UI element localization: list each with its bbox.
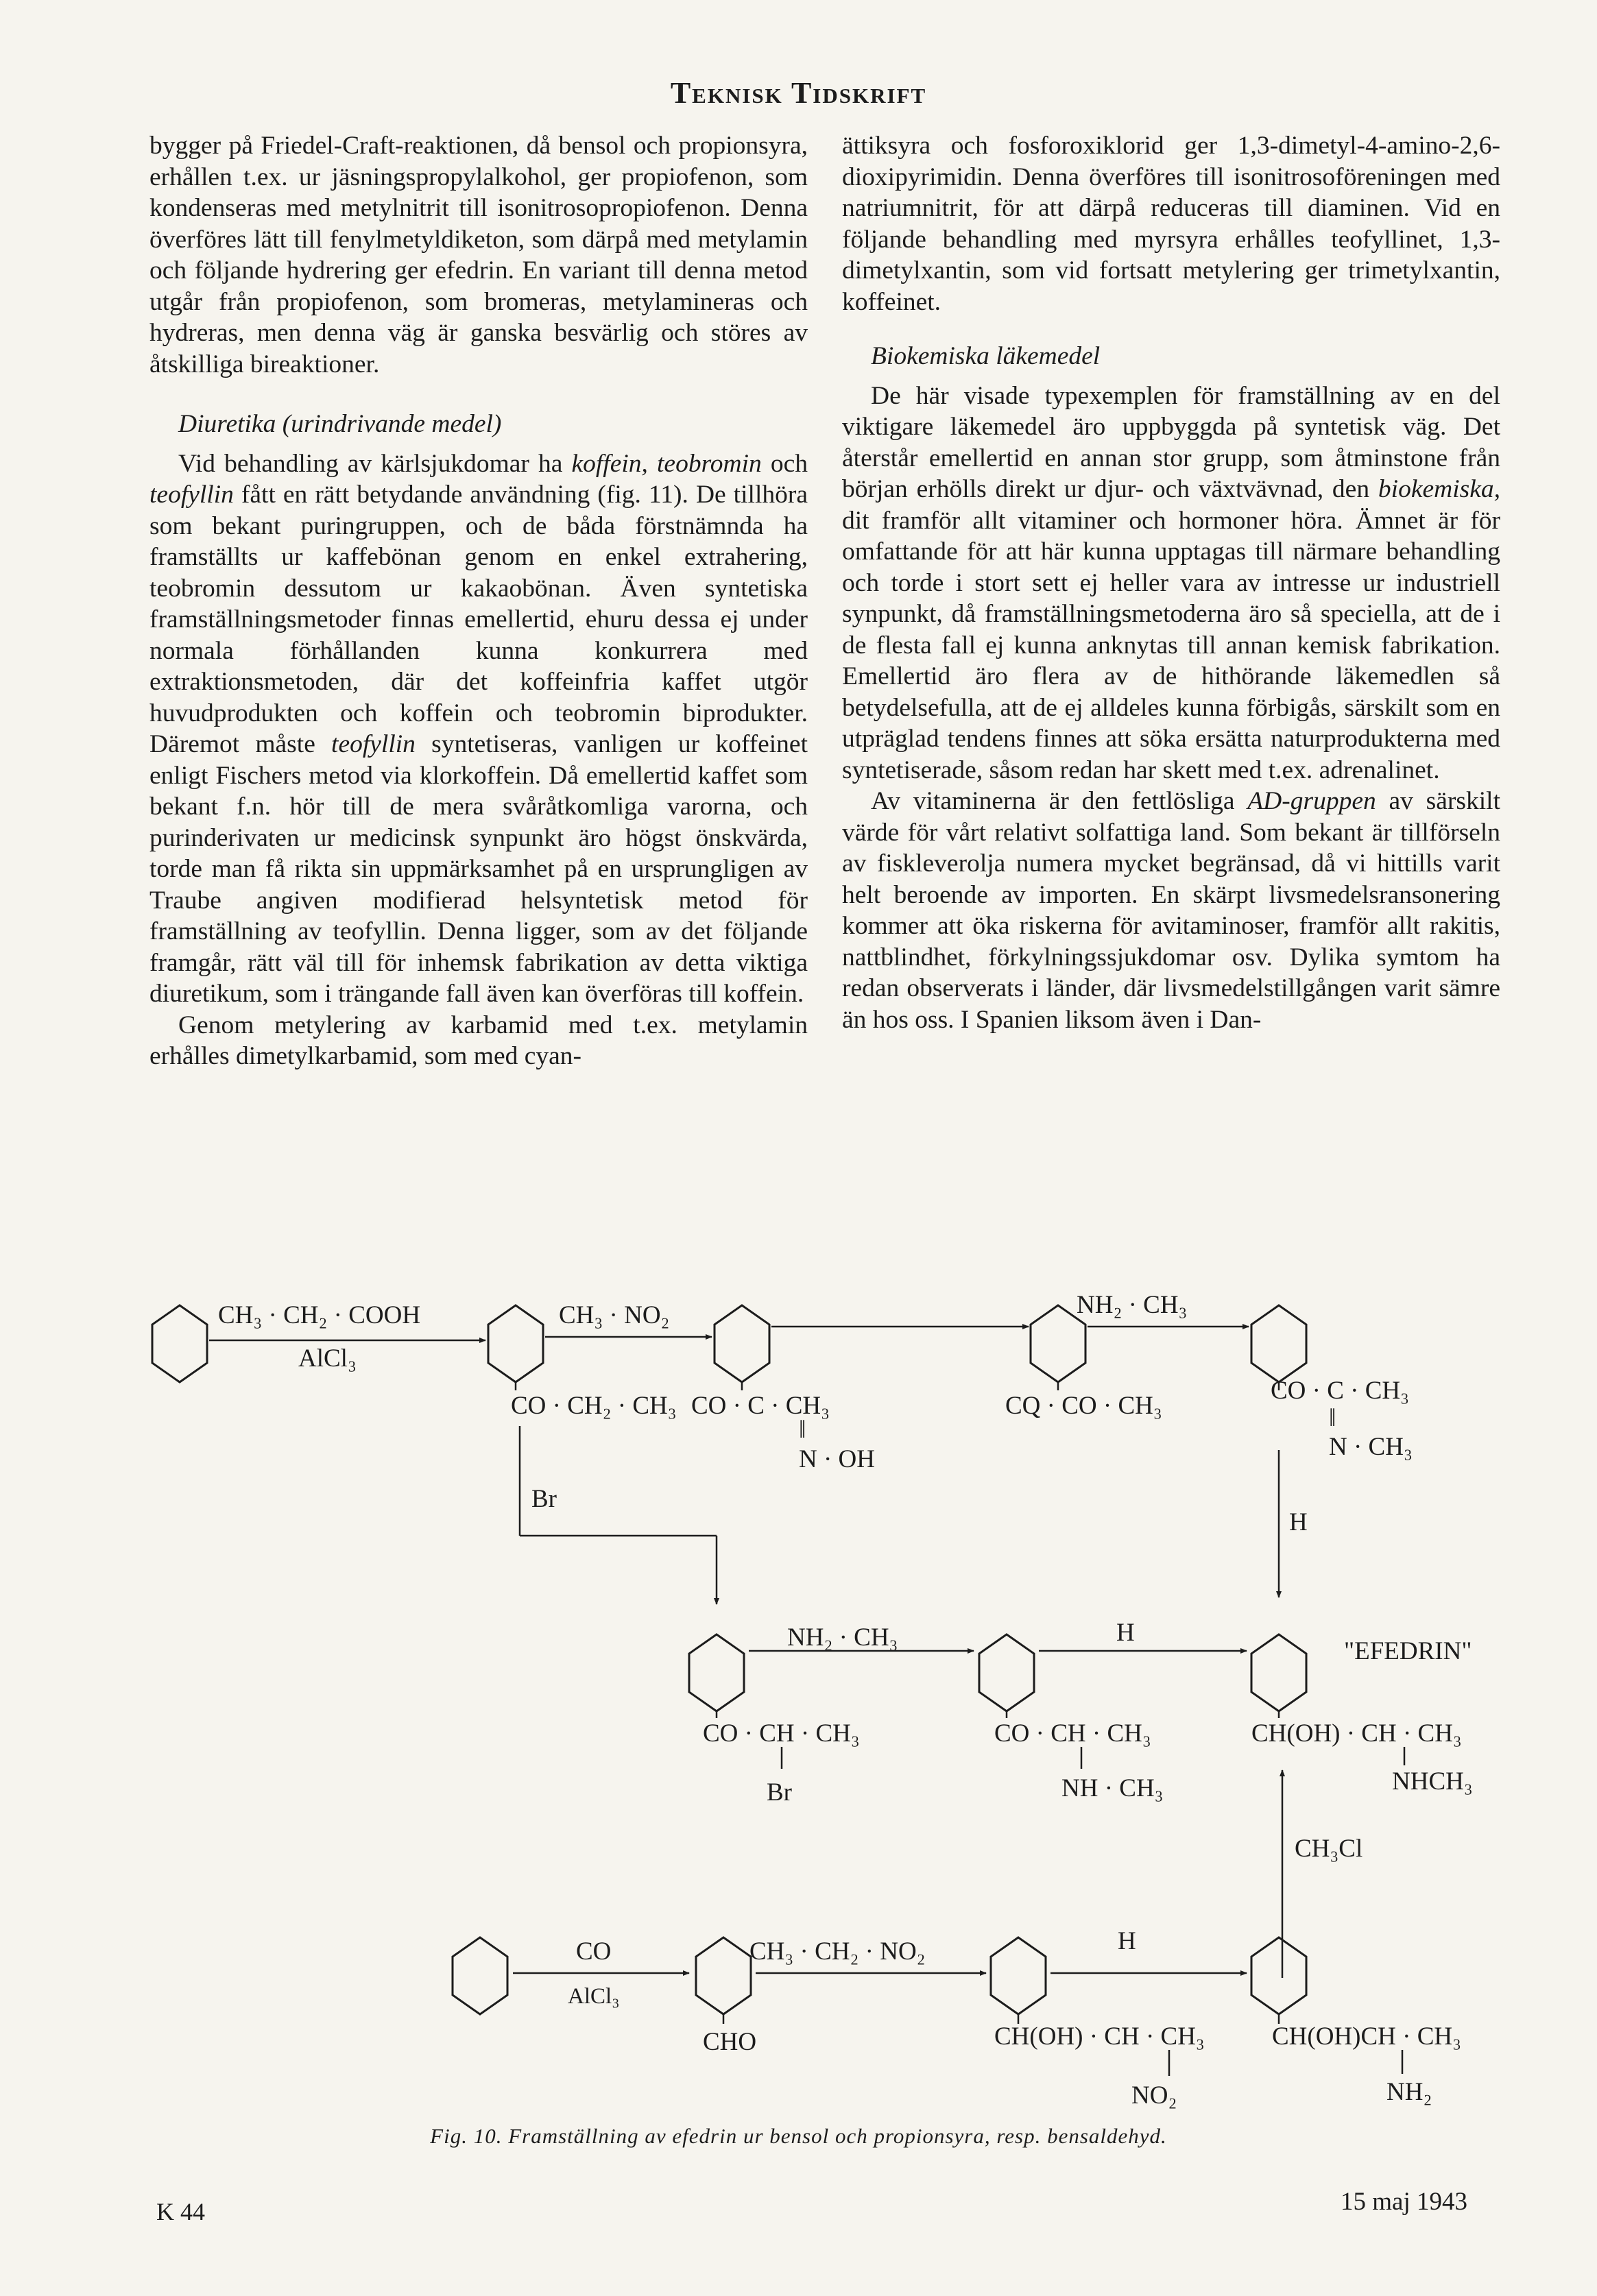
product-imine: CO · C · CH₃	[1271, 1377, 1410, 1405]
benzene-ring-5	[1251, 1305, 1306, 1382]
benzene-ring-3	[715, 1305, 769, 1382]
reagent-methylamine-2: NH₂ · CH₃	[787, 1623, 898, 1652]
product-nitroalcohol: CH(OH) · CH · CH₃	[994, 2022, 1205, 2051]
section-heading: Diuretika (urindrivande medel)	[178, 410, 502, 438]
product-efedrin: CH(OH) · CH · CH₃	[1251, 1719, 1462, 1748]
product-bromoketone: CO · CH · CH₃	[703, 1719, 860, 1748]
paragraph: bygger på Friedel-Craft-reaktionen, då bensol och propionsyra, erhållen t.ex. ur jäsningspropylalkohol, ger propiofenon, som kondenseras med metylnitrit till isonitrosopropiofenon. Denna överföres lätt till fenylmetyldiketon, som därpå med metylamin och följande hydrering ger efedrin. En variant till denna metod utgår från propiofenon, som bromeras, metylamineras och hydreras, men denna väg är ganska besvärlig och störes av åtskilliga bireaktioner.	[149, 132, 808, 378]
product-efedrin-n: NHCH₃	[1392, 1767, 1473, 1796]
reagent-alcl3: AlCl₃	[298, 1344, 357, 1373]
double-bond-mark: ‖	[799, 1416, 806, 1444]
double-bond-mark: ‖	[1329, 1404, 1336, 1432]
reagent-alcl3-2: AlCl₃	[568, 1984, 620, 2009]
benzene-ring-11	[991, 1937, 1046, 2014]
product-aminoalcohol-n: NH₂	[1386, 2078, 1432, 2106]
figure-caption: Fig. 10. Framställning av efedrin ur bensol och propionsyra, resp. bensaldehyd.	[430, 2124, 1167, 2148]
reagent-nitroethane: CH₃ · CH₂ · NO₂	[749, 1937, 926, 1966]
benzene-ring-1	[152, 1305, 207, 1382]
benzene-ring-10	[696, 1937, 751, 2014]
reagent-co: CO	[576, 1937, 612, 1966]
product-isonitroso-n: N · OH	[799, 1445, 875, 1473]
reagent-methylchloride: CH₃Cl	[1295, 1835, 1363, 1863]
benzene-ring-9	[453, 1937, 507, 2014]
product-diketone: CQ · CO · CH₃	[1005, 1392, 1162, 1420]
product-aminoketone-n: NH · CH₃	[1061, 1774, 1164, 1802]
product-isonitroso: CO · C · CH₃	[691, 1392, 830, 1420]
reagent-methylamine: NH₂ · CH₃	[1077, 1291, 1188, 1319]
product-bromoketone-br: Br	[767, 1778, 792, 1806]
reagent-hydrogen-2: H	[1116, 1619, 1135, 1647]
benzene-ring-7	[979, 1634, 1034, 1711]
benzene-ring-12	[1251, 1937, 1306, 2014]
product-imine-n: N · CH₃	[1329, 1433, 1413, 1461]
paragraph: Vid behandling av kärlsjukdomar ha koffein, teobromin och teofyllin fått en rätt betydande användning (fig. 11). De tillhöra som bekant puringruppen, och de båda förstnämnda ha framställts ur kaffebönan genom en enkel extrahering, teobromin dessutom ur kakaobönan. Även syntetiska framställningsmetoder finnas emellertid, ehuru dessa ej under normala förhållanden kunna konkurrera med extraktionsmetoden, där det koffeinfria kaffet utgör huvudprodukten och koffein och teobromin biprodukter. Däremot måste teofyllin syntetiseras, vanligen ur koffeinet enligt Fischers metod via klorkoffein. Då emellertid kaffet som bekant f.n. hör till de mera svåråtkomliga varorna, och purinderivaten ur medicinsk synpunkt äro högst önskvärda, torde man få rikta sin uppmärksamhet på en ursprungligen av Traube angiven modifierad helsyntetisk metod för framställning av teofyllin. Denna ligger, som av det följande framgår, rätt väl till för inhemsk fabrikation av detta viktiga diuretikum, som i trängande fall även kan överföras till koffein.	[149, 449, 808, 1008]
benzene-ring-2	[488, 1305, 543, 1382]
reagent-hydrogen: H	[1289, 1508, 1308, 1536]
product-nitroalcohol-n: NO₂	[1131, 2081, 1177, 2110]
reagent-propionic-acid: CH₃ · CH₂ · COOH	[218, 1301, 421, 1329]
product-aminoketone: CO · CH · CH₃	[994, 1719, 1151, 1748]
page-number: K 44	[156, 2198, 205, 2225]
paragraph: Av vitaminerna är den fettlösliga AD-gruppen av särskilt värde för vårt relativt solfattiga land. Som bekant är tillförseln av fiskleverolja numera mycket begränsad, då vi hittills varit helt beroende av importen. En skärpt livsmedelsransonering kommer att öka riskerna för avitaminoser, framför allt rakitis, nattblindhet, förkylningssjukdomar osv. Dylika symtom ha redan observerats i länder, där livsmedelstillgången varit sämre än hos oss. I Spanien liksom även i Dan-	[842, 787, 1500, 1034]
product-propiophenone: CO · CH₂ · CH₃	[511, 1392, 677, 1420]
issue-date: 15 maj 1943	[1341, 2188, 1467, 2216]
product-aminoalcohol: CH(OH)CH · CH₃	[1272, 2022, 1462, 2051]
section-heading: Biokemiska läkemedel	[871, 342, 1101, 370]
journal-masthead: Teknisk Tidskrift	[670, 76, 927, 110]
reagent-hydrogen-3: H	[1118, 1927, 1136, 1955]
reagent-bromine: Br	[531, 1485, 557, 1513]
paragraph: Genom metylering av karbamid med t.ex. metylamin erhålles dimetylkarbamid, som med cyan-	[149, 1011, 808, 1070]
paragraph: ättiksyra och fosforoxiklorid ger 1,3-dimetyl-4-amino-2,6-dioxipyrimidin. Denna överföres till isonitrosoföreningen med natriumnitrit, för att därpå reduceras till diaminen. Vid en följande behandling med myrsyra erhålles teofyllinet, 1,3-dimetylxantin, som vid fortsatt metylering ger trimetylxantin, koffeinet.	[842, 132, 1500, 316]
label-efedrin: "EFEDRIN"	[1344, 1637, 1472, 1665]
reagent-methylnitrite: CH₃ · NO₂	[559, 1301, 670, 1329]
paragraph: De här visade typexemplen för framställning av en del viktigare läkemedel äro uppbyggda på syntetisk väg. Det återstår emellertid en annan stor grupp, som åtminstone från början erhölls direkt ur djur- och växtvävnad, den biokemiska, dit framför allt vitaminer och hormoner höra. Ämnet är för omfattande för att här kunna upptagas till närmare behandling och torde i stort sett ej heller vara av intresse ur industriell synpunkt, då framställningsmetoderna äro så speciella, att de i de flesta fall ej kunna anknytas till annan kemisk fabrikation. Emellertid äro flera av de hithörande läkemedlen så betydelsefulla, att de ej alldeles kunna förbigås, särskilt som en utpräglad tendens finnes att söka ersätta naturprodukterna med syntetiserade, såsom redan har skett med t.ex. adrenalinet.	[842, 381, 1500, 784]
product-benzaldehyde: CHO	[703, 2028, 757, 2056]
benzene-ring-8	[1251, 1634, 1306, 1711]
benzene-ring-6	[689, 1634, 744, 1711]
